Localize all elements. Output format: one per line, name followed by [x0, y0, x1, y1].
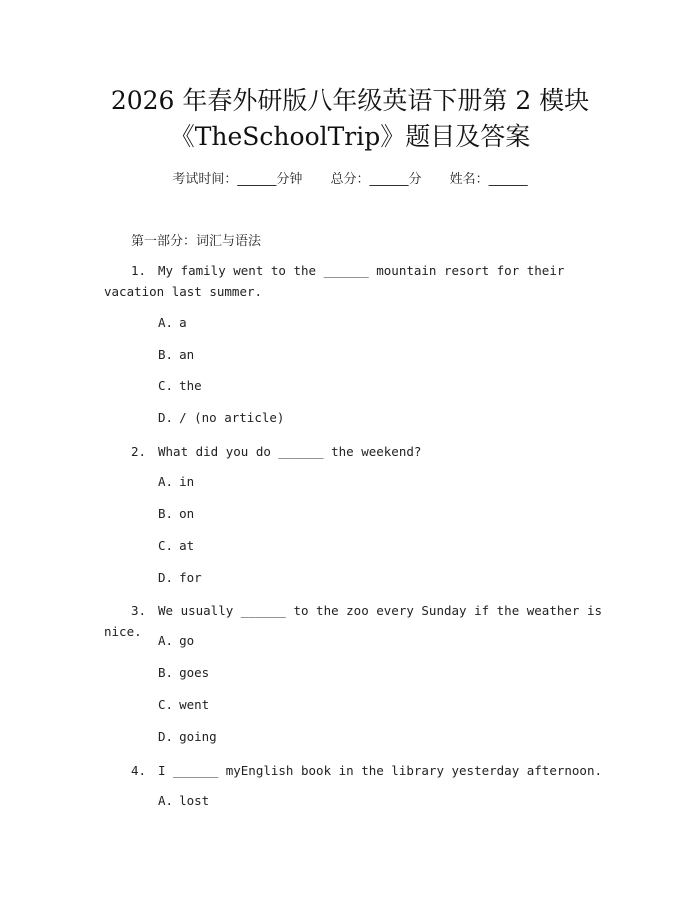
option-text: on — [179, 506, 195, 521]
option-text: went — [179, 697, 210, 712]
option-letter: B. — [158, 347, 174, 362]
question-3-option-d — [158, 728, 217, 746]
option-letter: B. — [158, 506, 174, 521]
question-2-option-a — [158, 473, 194, 491]
question-2-option-b — [158, 505, 194, 523]
question-text: I ______ myEnglish book in the library yesterday afternoon. — [158, 763, 603, 778]
option-letter: C. — [158, 378, 174, 393]
question-3-option-c — [158, 696, 209, 714]
question-number: 4. — [131, 763, 147, 778]
document-title-line-2: 《TheSchoolTrip》题目及答案 — [169, 122, 531, 151]
question-1-option-b — [158, 346, 194, 364]
question-text: We usually ______ to the zoo every Sunday if the weather is nice. — [104, 603, 603, 639]
exam-name-label: 姓名：______ — [449, 172, 528, 187]
question-2-option-d — [158, 569, 202, 587]
option-letter: D. — [158, 570, 174, 585]
option-text: goes — [179, 665, 210, 680]
section-title: 第一部分：词汇与语法 — [131, 234, 262, 249]
question-3-option-a — [158, 632, 194, 650]
document-title-line-1: 2026 年春外研版八年级英语下册第 2 模块 — [110, 86, 590, 115]
question-3-option-b — [158, 664, 209, 682]
option-letter: B. — [158, 665, 174, 680]
option-text: an — [179, 347, 195, 362]
option-letter: A. — [158, 315, 174, 330]
option-text: in — [179, 474, 195, 489]
question-1-option-c — [158, 377, 202, 395]
question-2 — [104, 441, 604, 462]
question-number: 3. — [131, 603, 147, 618]
option-letter: C. — [158, 538, 174, 553]
option-letter: D. — [158, 410, 174, 425]
question-text: My family went to the ______ mountain resort for their vacation last summer. — [104, 263, 565, 299]
option-text: at — [179, 538, 195, 553]
question-4 — [104, 760, 604, 781]
question-1-option-d — [158, 409, 284, 427]
exam-score-label: 总分：______分 — [330, 172, 422, 187]
option-letter: A. — [158, 793, 174, 808]
option-letter: D. — [158, 729, 174, 744]
question-text: What did you do ______ the weekend? — [158, 444, 422, 459]
option-text: a — [179, 315, 187, 330]
question-number: 1. — [131, 263, 147, 278]
question-4-option-a — [158, 792, 209, 810]
option-letter: A. — [158, 633, 174, 648]
question-number: 2. — [131, 444, 147, 459]
exam-time-label: 考试时间：______分钟 — [172, 172, 303, 187]
option-letter: A. — [158, 474, 174, 489]
question-1-option-a — [158, 314, 187, 332]
option-text: / (no article) — [179, 410, 285, 425]
exam-meta — [0, 168, 700, 187]
option-text: the — [179, 378, 202, 393]
question-1 — [104, 260, 604, 302]
option-text: lost — [179, 793, 210, 808]
option-letter: C. — [158, 697, 174, 712]
question-2-option-c — [158, 537, 194, 555]
option-text: go — [179, 633, 195, 648]
option-text: for — [179, 570, 202, 585]
option-text: going — [179, 729, 217, 744]
